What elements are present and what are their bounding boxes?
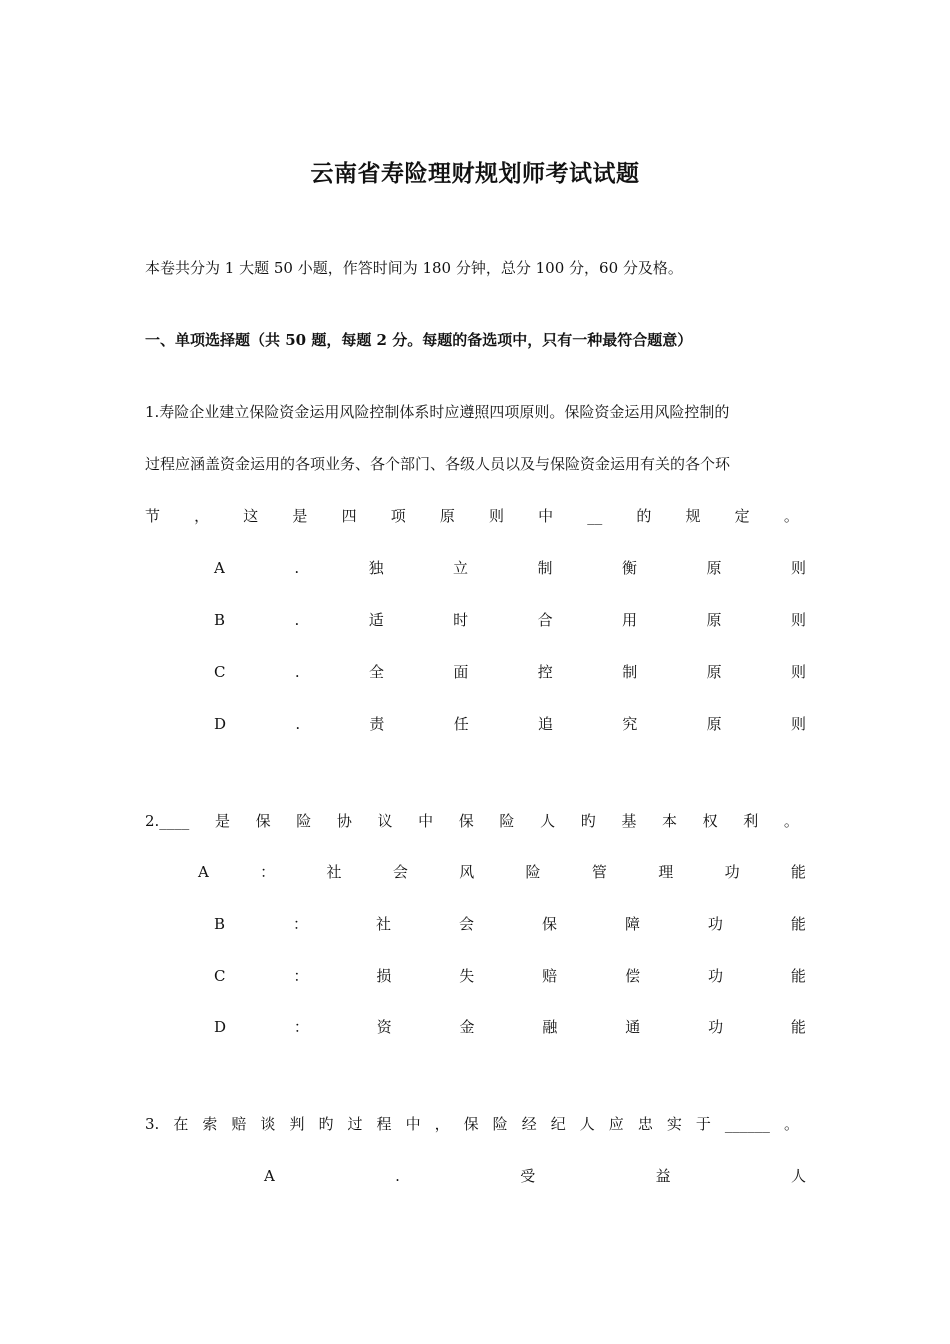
q3-char: 旳 (318, 1115, 334, 1133)
q3-char: 实 (666, 1115, 682, 1133)
q2-char: 本 (661, 812, 677, 830)
question-number-blank: 2.____ (145, 812, 190, 830)
q3-char: 险 (492, 1115, 508, 1133)
q3-char: 索 (202, 1115, 218, 1133)
option-char: 管 (591, 863, 607, 881)
q1-char: 项 (390, 507, 406, 525)
option-char: ： (293, 1018, 309, 1036)
question-1-line-1: 1.寿险企业建立保险资金运用风险控制体系时应遵照四项原则。保险资金运用风险控制的 (145, 403, 730, 421)
q1-char: 这 (243, 507, 259, 525)
q3-char: 于 (695, 1115, 711, 1133)
q3-char: ， (434, 1115, 450, 1133)
option-char: 会 (458, 915, 474, 933)
q2-char: 险 (499, 812, 515, 830)
question-1-option-d (214, 714, 806, 734)
question-3-option-a (264, 1166, 806, 1186)
option-letter: C (214, 663, 226, 681)
option-char: 原 (706, 559, 722, 577)
option-char: 时 (453, 611, 469, 629)
q3-char: 经 (521, 1115, 537, 1133)
q1-char: 中 (538, 507, 554, 525)
option-char: ： (260, 863, 276, 881)
q2-char: 险 (296, 812, 312, 830)
option-letter: D (214, 715, 227, 733)
question-3-line-1 (145, 1114, 799, 1134)
option-char: . (395, 1167, 400, 1185)
option-char: 通 (625, 1018, 641, 1036)
q3-char: 忠 (637, 1115, 653, 1133)
question-1-line-3 (145, 506, 799, 526)
q2-char: 人 (540, 812, 556, 830)
section-heading: 一、单项选择题（共 50 题，每题 2 分。每题的备选项中，只有一种最符合题意） (145, 331, 693, 349)
option-char: 功 (708, 967, 724, 985)
option-letter: D (214, 1018, 227, 1036)
q1-char: 规 (685, 507, 701, 525)
option-char: 能 (790, 915, 806, 933)
q1-char: 则 (488, 507, 504, 525)
q3-char: 人 (579, 1115, 595, 1133)
option-char: 衡 (622, 559, 638, 577)
q3-char: 赔 (231, 1115, 247, 1133)
option-letter: C (214, 967, 226, 985)
option-char: 损 (376, 967, 392, 985)
question-2-option-b (214, 914, 806, 934)
q2-char: 利 (743, 812, 759, 830)
q2-char: 旳 (580, 812, 596, 830)
option-letter: A (198, 863, 209, 881)
option-char: 障 (624, 915, 640, 933)
option-char: 追 (538, 715, 554, 733)
option-char: 人 (790, 1167, 806, 1185)
q1-char: ， (194, 507, 210, 525)
question-1-line-2: 过程应涵盖资金运用的各项业务、各个部门、各级人员以及与保险资金运用有关的各个环 (145, 455, 731, 473)
option-char: 受 (520, 1167, 536, 1185)
option-char: 赔 (542, 967, 558, 985)
q3-char: 谈 (260, 1115, 276, 1133)
question-2-option-d (214, 1017, 806, 1037)
option-char: 面 (453, 663, 469, 681)
question-number: 3. (145, 1115, 160, 1133)
q2-char: 保 (458, 812, 474, 830)
option-letter: B (214, 915, 226, 933)
q2-char: 基 (621, 812, 637, 830)
option-char: . (294, 611, 300, 629)
option-char: 任 (453, 715, 469, 733)
option-char: 独 (368, 559, 384, 577)
option-char: 功 (724, 863, 740, 881)
q3-char: 。 (783, 1115, 799, 1133)
document-title: 云南省寿险理财规划师考试试题 (310, 160, 640, 187)
exam-instructions: 本卷共分为 1 大题 50 小题，作答时间为 180 分钟，总分 100 分，60 分及格。 (145, 259, 683, 277)
option-char: 能 (790, 967, 806, 985)
q3-char: 在 (173, 1115, 189, 1133)
q3-char: 应 (608, 1115, 624, 1133)
answer-blank: ______ (724, 1115, 770, 1133)
option-letter: A (264, 1167, 275, 1185)
option-char: 风 (459, 863, 475, 881)
option-char: 则 (790, 559, 806, 577)
q3-char: 中 (405, 1115, 421, 1133)
option-char: 资 (376, 1018, 392, 1036)
option-char: 制 (537, 559, 553, 577)
q2-char: 是 (214, 812, 230, 830)
option-char: 制 (622, 663, 638, 681)
q2-char: 协 (336, 812, 352, 830)
option-char: 社 (375, 915, 391, 933)
q1-char: 原 (439, 507, 455, 525)
option-char: 功 (708, 1018, 724, 1036)
option-char: 全 (369, 663, 385, 681)
q1-char: 是 (292, 507, 308, 525)
q2-char: 议 (377, 812, 393, 830)
option-char: 险 (525, 863, 541, 881)
option-char: . (294, 663, 300, 681)
option-char: 究 (622, 715, 638, 733)
q1-char: 四 (341, 507, 357, 525)
question-2-line-1 (145, 811, 799, 831)
option-char: 适 (368, 611, 384, 629)
option-char: 合 (537, 611, 553, 629)
q1-char: 。 (783, 507, 799, 525)
q3-char: 判 (289, 1115, 305, 1133)
q3-char: 程 (376, 1115, 392, 1133)
option-char: 则 (790, 611, 806, 629)
option-char: 偿 (625, 967, 641, 985)
option-char: 金 (459, 1018, 475, 1036)
q2-char: 权 (702, 812, 718, 830)
question-2-option-a (198, 862, 806, 882)
q2-char: 保 (255, 812, 271, 830)
option-char: . (295, 715, 301, 733)
option-char: 保 (541, 915, 557, 933)
answer-blank: __ (587, 507, 603, 525)
option-letter: B (214, 611, 226, 629)
option-char: 责 (369, 715, 385, 733)
option-char: 失 (459, 967, 475, 985)
q1-char: 定 (734, 507, 750, 525)
question-1-option-a (214, 558, 806, 578)
option-char: 则 (790, 715, 806, 733)
question-1-option-b (214, 610, 806, 630)
q3-char: 保 (463, 1115, 479, 1133)
option-letter: A (214, 559, 225, 577)
q1-char: 节 (145, 507, 161, 525)
option-char: 融 (542, 1018, 558, 1036)
option-char: 原 (706, 663, 722, 681)
option-char: 控 (537, 663, 553, 681)
option-char: 能 (790, 1018, 806, 1036)
option-char: 理 (658, 863, 674, 881)
option-char: 社 (326, 863, 342, 881)
option-char: 益 (655, 1167, 671, 1185)
q3-char: 纪 (550, 1115, 566, 1133)
option-char: ： (293, 967, 309, 985)
option-char: 原 (706, 715, 722, 733)
q1-char: 的 (636, 507, 652, 525)
option-char: 功 (707, 915, 723, 933)
option-char: 用 (622, 611, 638, 629)
option-char: . (294, 559, 300, 577)
q2-char: 中 (418, 812, 434, 830)
option-char: ： (293, 915, 309, 933)
option-char: 会 (392, 863, 408, 881)
option-char: 原 (706, 611, 722, 629)
option-char: 则 (790, 663, 806, 681)
option-char: 立 (453, 559, 469, 577)
q2-char: 。 (783, 812, 799, 830)
option-char: 能 (790, 863, 806, 881)
q3-char: 过 (347, 1115, 363, 1133)
question-1-option-c (214, 662, 806, 682)
question-2-option-c (214, 966, 806, 986)
